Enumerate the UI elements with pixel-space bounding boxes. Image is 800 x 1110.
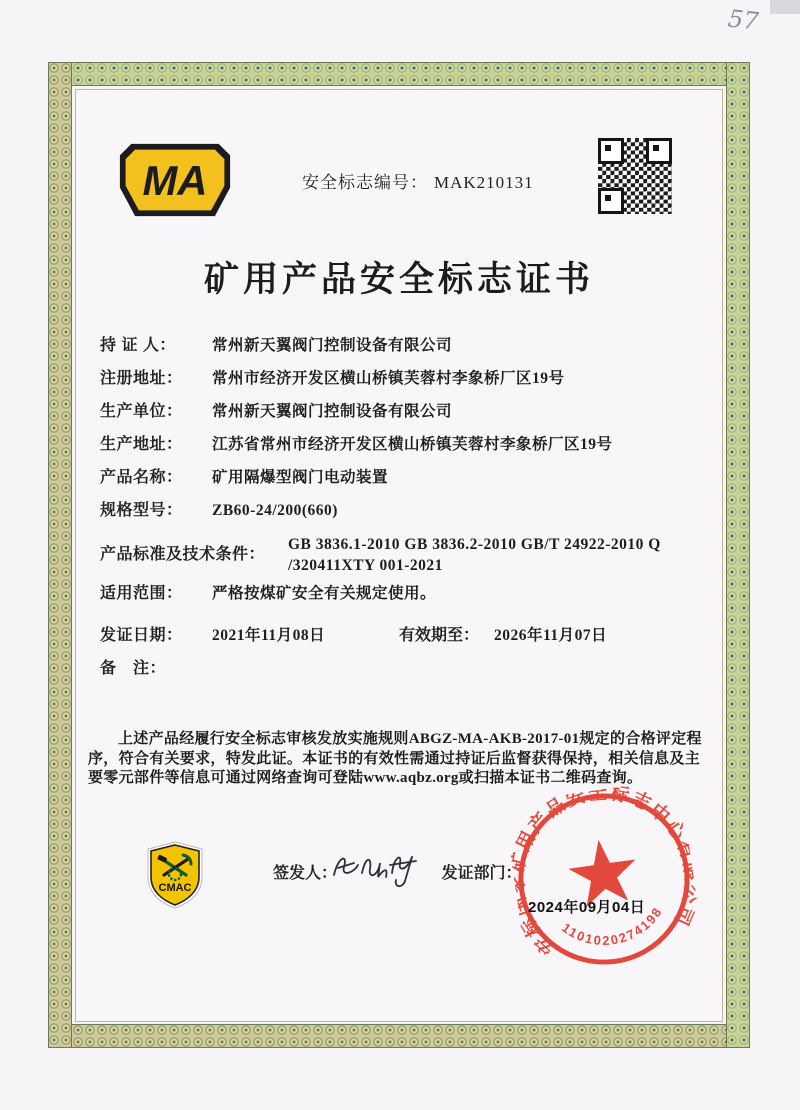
border-bottom: [48, 1024, 750, 1048]
field-value: ZB60-24/200(660): [212, 502, 338, 519]
qr-finder-icon: [598, 188, 624, 214]
certificate-title: 矿用产品安全标志证书: [203, 260, 594, 299]
qr-code: [598, 138, 672, 214]
field-value: 江苏省常州市经济开发区横山桥镇芙蓉村李象桥厂区19号: [212, 436, 613, 453]
field-rows: [100, 336, 700, 692]
certificate-number-line: [302, 168, 534, 193]
certificate-number-value: MAK210131: [434, 173, 534, 192]
stamp-serial-number: 1101020274198: [559, 903, 666, 949]
field-label: 注册地址：: [100, 370, 183, 387]
valid-until-value: 2026年11月07日: [494, 627, 608, 644]
issuer-label: 发证部门：: [441, 865, 522, 882]
field-row-remark: [100, 659, 700, 679]
field-row-manufacturer: [100, 402, 700, 422]
field-value: 矿用隔爆型阀门电动装置: [212, 469, 389, 486]
signer-label: 签发人：: [273, 865, 338, 882]
field-row-registered-address: [100, 369, 700, 389]
remark-value: [212, 659, 700, 679]
cmac-shield-logo: [145, 841, 205, 909]
ma-logo-text: MA: [142, 157, 208, 205]
qr-finder-icon: [598, 138, 624, 164]
certificate-content: [78, 90, 720, 1018]
field-value: 常州市经济开发区横山桥镇芙蓉村李象桥厂区19号: [212, 370, 565, 387]
remark-label: 备 注：: [100, 660, 167, 677]
conformity-statement: 上述产品经履行安全标志审核发放实施规则ABGZ-MA-AKB-2017-01规定的合格评定程序，符合有关要求，特发此证。本证书的有效性需通过持证后监督获得保持，相关信息及主要零元部件等信息可通过网络查询可登陆www.aqbz.org或扫描本证书二维码查询。: [88, 731, 702, 786]
border-right: [726, 62, 750, 1048]
field-label: 产品标准及技术条件：: [100, 546, 266, 563]
field-row-product-name: [100, 468, 700, 488]
field-row-scope: [100, 584, 700, 604]
field-label: 持 证 人：: [100, 337, 176, 354]
field-label: 生产地址：: [100, 436, 183, 453]
field-row-production-address: [100, 435, 700, 455]
qr-finder-icon: [646, 138, 672, 164]
field-row-standards: [100, 534, 700, 576]
valid-until-label: 有效期至：: [399, 627, 480, 644]
field-value: 严格按煤矿安全有关规定使用。: [212, 585, 437, 602]
field-row-dates: [100, 626, 700, 646]
issue-date-label: 发证日期：: [100, 627, 183, 644]
handwritten-signature: [328, 842, 428, 894]
field-row-model: [100, 501, 700, 521]
stamp-date: 2024年09月04日: [528, 899, 646, 916]
cmac-label: CMAC: [158, 882, 192, 894]
field-row-holder: [100, 336, 700, 356]
border-top: [48, 62, 750, 86]
field-value: 常州新天翼阀门控制设备有限公司: [212, 403, 453, 420]
border-left: [48, 62, 72, 1048]
issue-date-value: 2021年11月08日: [212, 627, 326, 644]
handwritten-page-number: 57: [726, 4, 760, 36]
ma-safety-mark-logo: [118, 142, 232, 218]
certificate-number-label: 安全标志编号：: [302, 173, 428, 192]
field-label: 生产单位：: [100, 403, 183, 420]
stamp-ring-text: 安标国家矿用产品安全标志中心有限公司: [506, 782, 702, 958]
field-label: 规格型号：: [100, 502, 183, 519]
official-red-stamp: [503, 778, 704, 979]
field-value: GB 3836.1-2010 GB 3836.2-2010 GB/T 24922-2010 Q /320411XTY 001-2021: [288, 536, 661, 574]
field-value: 常州新天翼阀门控制设备有限公司: [212, 337, 453, 354]
field-label: 适用范围：: [100, 585, 183, 602]
scan-edge-artifact: [770, 0, 800, 14]
field-label: 产品名称：: [100, 469, 183, 486]
